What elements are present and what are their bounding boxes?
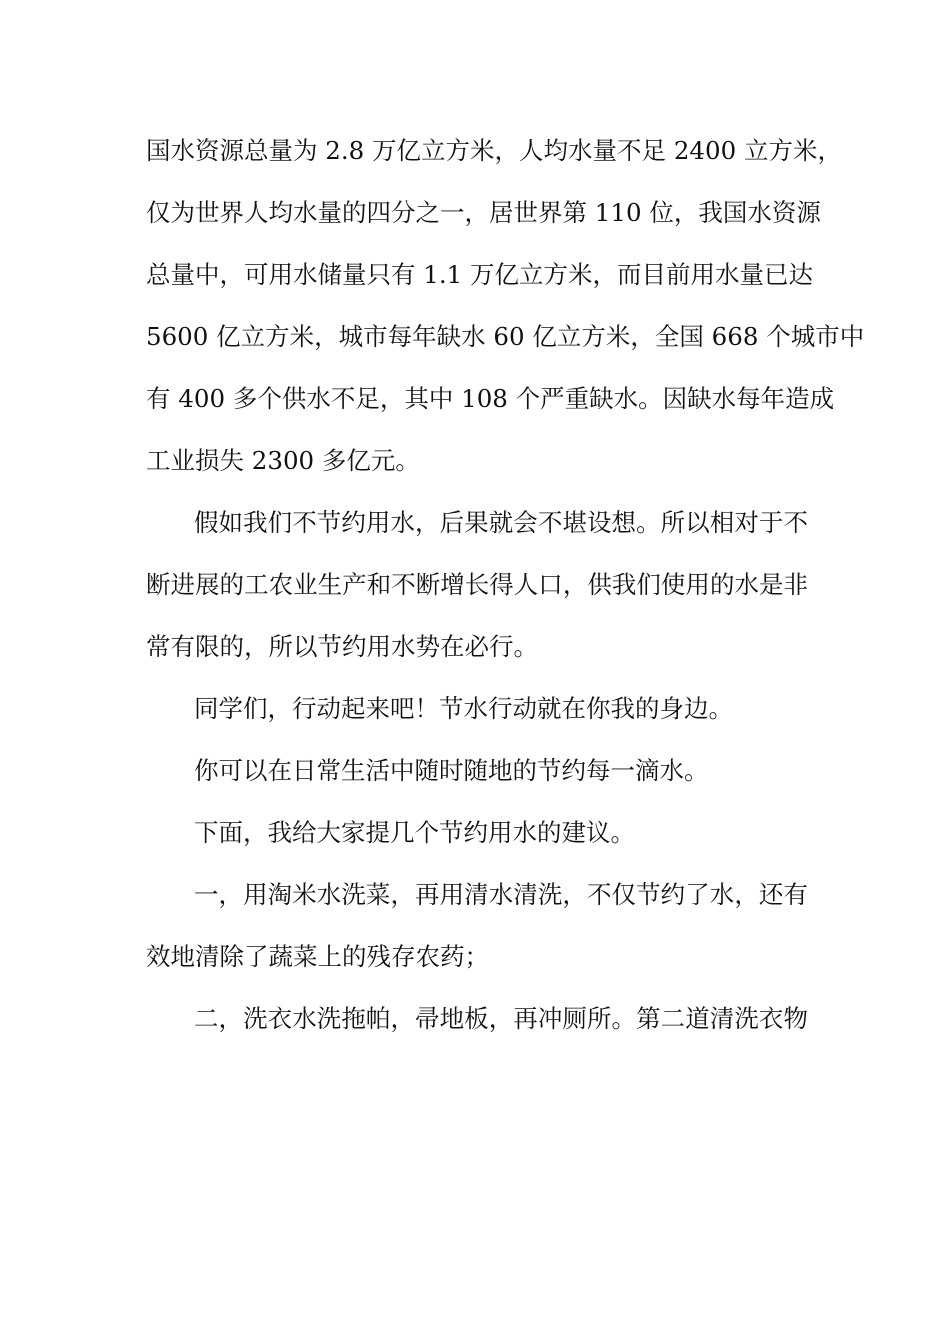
paragraph-first-line: 下面，我给大家提几个节约用水的建议。 — [194, 818, 635, 847]
paragraph-first-line: 二，洗衣水洗拖帕，帚地板，再冲厕所。第二道清洗衣物 — [194, 1004, 808, 1033]
text-line: 国水资源总量为 2.8 万亿立方米，人均水量不足 2400 立方米， — [146, 136, 842, 165]
text-line: 仅为世界人均水量的四分之一，居世界第 110 位，我国水资源 — [146, 198, 821, 227]
text-line: 断进展的工农业生产和不断增长得人口，供我们使用的水是非 — [146, 570, 808, 599]
text-line: 工业损失 2300 多亿元。 — [146, 446, 420, 475]
text-line: 常有限的，所以节约用水势在必行。 — [146, 632, 538, 661]
text-line: 效地清除了蔬菜上的残存农药； — [146, 942, 489, 971]
paragraph-first-line: 假如我们不节约用水，后果就会不堪设想。所以相对于不 — [194, 508, 808, 537]
text-line: 5600 亿立方米，城市每年缺水 60 亿立方米，全国 668 个城市中 — [146, 322, 865, 351]
paragraph-first-line: 你可以在日常生活中随时随地的节约每一滴水。 — [194, 756, 709, 785]
paragraph-first-line: 一，用淘米水洗菜，再用清水清洗，不仅节约了水，还有 — [194, 880, 808, 909]
text-line: 总量中，可用水储量只有 1.1 万亿立方米，而目前用水量已达 — [146, 260, 814, 289]
paragraph-first-line: 同学们，行动起来吧！节水行动就在你我的身边。 — [194, 694, 733, 723]
document-body — [146, 126, 865, 1056]
text-line: 有 400 多个供水不足，其中 108 个严重缺水。因缺水每年造成 — [146, 384, 835, 413]
